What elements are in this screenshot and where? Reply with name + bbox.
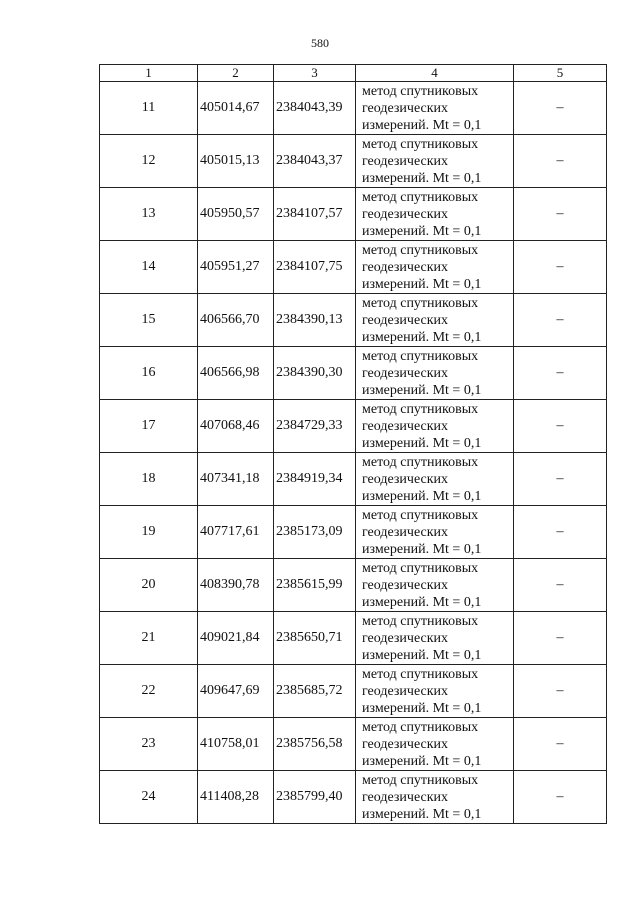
table-row — [100, 347, 607, 400]
method-cell — [356, 612, 514, 665]
note-cell: – — [514, 771, 607, 824]
point-number-cell: 21 — [100, 612, 198, 665]
method-cell — [356, 135, 514, 188]
method-line: метод спутниковых — [362, 401, 479, 417]
method-line: геодезических — [362, 683, 449, 699]
method-line: метод спутниковых — [362, 719, 479, 735]
method-line: геодезических — [362, 206, 449, 222]
point-number-cell: 22 — [100, 665, 198, 718]
method-line: метод спутниковых — [362, 613, 479, 629]
point-number-cell: 14 — [100, 241, 198, 294]
method-cell — [356, 400, 514, 453]
method-line: геодезических — [362, 630, 449, 646]
column-header: 4 — [356, 65, 514, 82]
table-row — [100, 400, 607, 453]
method-line: геодезических — [362, 524, 449, 540]
x-coordinate-cell: 409647,69 — [198, 665, 274, 718]
note-cell: – — [514, 453, 607, 506]
x-coordinate-cell: 406566,98 — [198, 347, 274, 400]
y-coordinate-cell: 2384390,13 — [274, 294, 356, 347]
method-cell — [356, 453, 514, 506]
method-cell — [356, 188, 514, 241]
note-cell: – — [514, 400, 607, 453]
method-line: метод спутниковых — [362, 189, 479, 205]
method-line: метод спутниковых — [362, 136, 479, 152]
point-number-cell: 18 — [100, 453, 198, 506]
table-row — [100, 718, 607, 771]
method-line: геодезических — [362, 153, 449, 169]
y-coordinate-cell: 2385756,58 — [274, 718, 356, 771]
point-number-cell: 15 — [100, 294, 198, 347]
x-coordinate-cell: 407341,18 — [198, 453, 274, 506]
method-cell — [356, 718, 514, 771]
method-line: метод спутниковых — [362, 295, 479, 311]
point-number-cell: 16 — [100, 347, 198, 400]
method-line: метод спутниковых — [362, 507, 479, 523]
note-cell: – — [514, 188, 607, 241]
method-line: метод спутниковых — [362, 454, 479, 470]
method-line: геодезических — [362, 100, 449, 116]
y-coordinate-cell: 2384107,57 — [274, 188, 356, 241]
method-line: метод спутниковых — [362, 242, 479, 258]
y-coordinate-cell: 2384043,37 — [274, 135, 356, 188]
method-line: геодезических — [362, 789, 449, 805]
x-coordinate-cell: 407068,46 — [198, 400, 274, 453]
note-cell: – — [514, 135, 607, 188]
column-header: 2 — [198, 65, 274, 82]
y-coordinate-cell: 2384729,33 — [274, 400, 356, 453]
method-line: геодезических — [362, 312, 449, 328]
method-line: измерений. Mt = 0,1 — [362, 276, 482, 292]
method-line: геодезических — [362, 259, 449, 275]
x-coordinate-cell: 411408,28 — [198, 771, 274, 824]
method-line: измерений. Mt = 0,1 — [362, 488, 482, 504]
y-coordinate-cell: 2384043,39 — [274, 82, 356, 135]
method-line: измерений. Mt = 0,1 — [362, 700, 482, 716]
method-cell — [356, 506, 514, 559]
note-cell: – — [514, 559, 607, 612]
method-cell — [356, 82, 514, 135]
table-row — [100, 188, 607, 241]
y-coordinate-cell: 2385650,71 — [274, 612, 356, 665]
note-cell: – — [514, 294, 607, 347]
y-coordinate-cell: 2385799,40 — [274, 771, 356, 824]
method-cell — [356, 665, 514, 718]
method-line: метод спутниковых — [362, 348, 479, 364]
method-line: геодезических — [362, 418, 449, 434]
x-coordinate-cell: 410758,01 — [198, 718, 274, 771]
method-line: метод спутниковых — [362, 560, 479, 576]
table-row — [100, 559, 607, 612]
method-line: геодезических — [362, 365, 449, 381]
method-line: измерений. Mt = 0,1 — [362, 382, 482, 398]
method-line: измерений. Mt = 0,1 — [362, 541, 482, 557]
coordinates-table — [99, 64, 607, 824]
table-row — [100, 453, 607, 506]
point-number-cell: 11 — [100, 82, 198, 135]
method-line: измерений. Mt = 0,1 — [362, 806, 482, 822]
table-row — [100, 665, 607, 718]
y-coordinate-cell: 2384107,75 — [274, 241, 356, 294]
table-row — [100, 612, 607, 665]
y-coordinate-cell: 2385173,09 — [274, 506, 356, 559]
note-cell: – — [514, 347, 607, 400]
method-line: измерений. Mt = 0,1 — [362, 753, 482, 769]
method-line: метод спутниковых — [362, 772, 479, 788]
x-coordinate-cell: 407717,61 — [198, 506, 274, 559]
table-row — [100, 771, 607, 824]
note-cell: – — [514, 241, 607, 294]
x-coordinate-cell: 409021,84 — [198, 612, 274, 665]
point-number-cell: 19 — [100, 506, 198, 559]
method-line: измерений. Mt = 0,1 — [362, 594, 482, 610]
method-line: измерений. Mt = 0,1 — [362, 647, 482, 663]
method-cell — [356, 559, 514, 612]
note-cell: – — [514, 665, 607, 718]
method-line: измерений. Mt = 0,1 — [362, 329, 482, 345]
method-line: геодезических — [362, 471, 449, 487]
table-header-row — [100, 65, 607, 82]
method-line: измерений. Mt = 0,1 — [362, 170, 482, 186]
y-coordinate-cell: 2385615,99 — [274, 559, 356, 612]
page-number: 580 — [311, 36, 329, 50]
point-number-cell: 20 — [100, 559, 198, 612]
method-line: измерений. Mt = 0,1 — [362, 117, 482, 133]
table-row — [100, 241, 607, 294]
column-header: 1 — [100, 65, 198, 82]
note-cell: – — [514, 612, 607, 665]
point-number-cell: 17 — [100, 400, 198, 453]
method-cell — [356, 347, 514, 400]
x-coordinate-cell: 405951,27 — [198, 241, 274, 294]
method-line: измерений. Mt = 0,1 — [362, 223, 482, 239]
table-row — [100, 135, 607, 188]
note-cell: – — [514, 82, 607, 135]
method-line: метод спутниковых — [362, 83, 479, 99]
method-cell — [356, 241, 514, 294]
note-cell: – — [514, 718, 607, 771]
note-cell: – — [514, 506, 607, 559]
column-header: 5 — [514, 65, 607, 82]
y-coordinate-cell: 2384919,34 — [274, 453, 356, 506]
point-number-cell: 24 — [100, 771, 198, 824]
x-coordinate-cell: 405950,57 — [198, 188, 274, 241]
method-cell — [356, 294, 514, 347]
method-line: метод спутниковых — [362, 666, 479, 682]
point-number-cell: 12 — [100, 135, 198, 188]
method-line: измерений. Mt = 0,1 — [362, 435, 482, 451]
method-line: геодезических — [362, 577, 449, 593]
x-coordinate-cell: 405014,67 — [198, 82, 274, 135]
x-coordinate-cell: 408390,78 — [198, 559, 274, 612]
y-coordinate-cell: 2384390,30 — [274, 347, 356, 400]
x-coordinate-cell: 406566,70 — [198, 294, 274, 347]
point-number-cell: 13 — [100, 188, 198, 241]
table-row — [100, 82, 607, 135]
table-row — [100, 506, 607, 559]
point-number-cell: 23 — [100, 718, 198, 771]
x-coordinate-cell: 405015,13 — [198, 135, 274, 188]
method-cell — [356, 771, 514, 824]
table-body — [100, 82, 607, 824]
method-line: геодезических — [362, 736, 449, 752]
y-coordinate-cell: 2385685,72 — [274, 665, 356, 718]
column-header: 3 — [274, 65, 356, 82]
table-row — [100, 294, 607, 347]
